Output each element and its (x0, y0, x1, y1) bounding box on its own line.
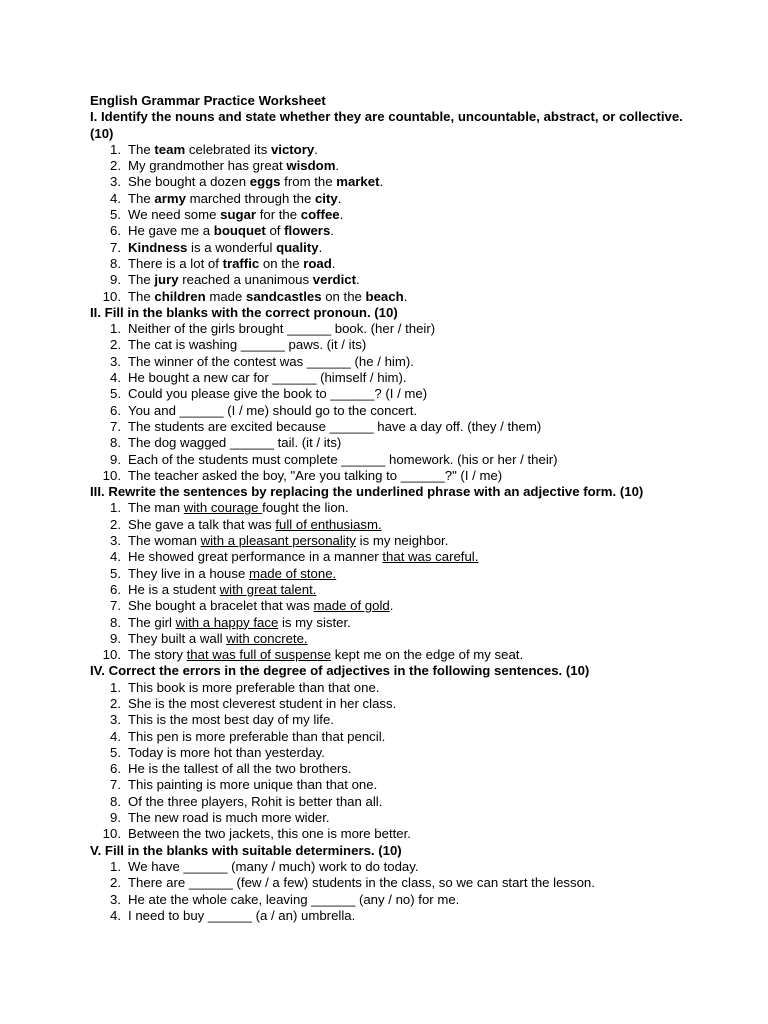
question-text: The (128, 272, 155, 288)
question-text: is a wonderful (187, 239, 277, 255)
question-text: He is a student (128, 581, 220, 597)
question-text: There is a lot of (128, 255, 223, 271)
question-text: This book is more preferable than that one. (128, 679, 380, 695)
question-text: You and ______ (I / me) should go to the concert. (128, 402, 418, 418)
question-text: My grandmother has great (128, 158, 287, 174)
question-number: 6. (110, 402, 121, 418)
worksheet-section (90, 663, 690, 842)
question-text: . (379, 174, 384, 190)
question-text: Neither of the girls brought ______ book. (her / their) (128, 321, 436, 337)
noun-bold: city (314, 190, 338, 206)
noun-bold: coffee (300, 207, 340, 223)
question-number: 2. (110, 516, 121, 532)
question-number: 10. (102, 647, 121, 663)
question-number: 10. (102, 288, 121, 304)
question-item (90, 517, 690, 533)
question-number: 1. (110, 141, 121, 157)
question-text: The story (128, 647, 187, 663)
question-text: The man (128, 500, 184, 516)
question-item (90, 761, 690, 777)
question-text: She gave a talk that was (128, 516, 276, 532)
question-item (90, 256, 690, 272)
underlined-phrase: that was full of suspense (186, 647, 332, 663)
question-number: 1. (110, 679, 121, 695)
question-number: 8. (110, 255, 121, 271)
section-heading: III. Rewrite the sentences by replacing the underlined phrase with an adjective form. (10) (90, 484, 644, 500)
noun-bold: wisdom (286, 158, 336, 174)
question-item (90, 289, 690, 305)
question-item (90, 566, 690, 582)
worksheet-section (90, 109, 690, 305)
question-text: fought the lion. (262, 500, 349, 516)
question-text: kept me on the edge of my seat. (331, 647, 524, 663)
question-number: 4. (110, 190, 121, 206)
question-text: The (128, 288, 155, 304)
question-item (90, 354, 690, 370)
question-list (90, 142, 690, 305)
question-text: . (314, 141, 318, 157)
noun-bold: children (154, 288, 206, 304)
question-number: 5. (110, 386, 121, 402)
question-item (90, 403, 690, 419)
question-number: 7. (110, 418, 121, 434)
question-text: . (337, 190, 342, 206)
question-text: Of the three players, Rohit is better than all. (128, 793, 383, 809)
question-list (90, 680, 690, 843)
noun-bold: bouquet (213, 223, 266, 239)
question-text: He showed great performance in a manner (128, 549, 383, 565)
question-number: 7. (110, 239, 121, 255)
question-text: . (331, 255, 336, 271)
question-number: 1. (110, 500, 121, 516)
underlined-phrase: that was careful. (382, 549, 479, 565)
question-number: 7. (110, 777, 121, 793)
section-heading: II. Fill in the blanks with the correct pronoun. (10) (90, 304, 398, 320)
question-text: He ate the whole cake, leaving ______ (any / no) for me. (128, 891, 460, 907)
question-number: 4. (110, 549, 121, 565)
question-number: 6. (110, 223, 121, 239)
question-text: The new road is much more wider. (128, 810, 330, 826)
worksheet-section (90, 484, 690, 663)
question-text: Each of the students must complete ______ homework. (his or her / their) (128, 451, 558, 467)
noun-bold: victory (270, 141, 315, 157)
noun-bold: road (303, 255, 332, 271)
question-text: The winner of the contest was ______ (he / him). (128, 353, 414, 369)
question-number: 8. (110, 435, 121, 451)
question-item (90, 892, 690, 908)
question-item (90, 174, 690, 190)
question-item (90, 615, 690, 631)
question-item (90, 582, 690, 598)
question-text: Could you please give the book to ______? (I / me) (128, 386, 428, 402)
question-number: 10. (102, 467, 121, 483)
question-item (90, 207, 690, 223)
question-item (90, 696, 690, 712)
worksheet-document (90, 93, 690, 924)
question-number: 3. (110, 353, 121, 369)
underlined-phrase: with great talent. (219, 581, 317, 597)
question-list (90, 859, 690, 924)
question-number: 3. (110, 533, 121, 549)
question-text: The teacher asked the boy, "Are you talking to ______?" (I / me) (128, 467, 503, 483)
noun-bold: traffic (222, 255, 260, 271)
question-list (90, 321, 690, 484)
question-number: 2. (110, 337, 121, 353)
worksheet-section (90, 843, 690, 924)
question-text: She is the most cleverest student in her class. (128, 695, 397, 711)
question-item (90, 549, 690, 565)
question-number: 8. (110, 793, 121, 809)
underlined-phrase: with a happy face (175, 614, 279, 630)
question-text: on the (259, 255, 304, 271)
question-item (90, 223, 690, 239)
noun-bold: jury (154, 272, 179, 288)
question-item (90, 810, 690, 826)
question-text: of (265, 223, 285, 239)
noun-bold: eggs (249, 174, 281, 190)
question-item (90, 419, 690, 435)
question-text: The woman (128, 533, 201, 549)
question-text: This is the most best day of my life. (128, 712, 334, 728)
question-number: 6. (110, 761, 121, 777)
question-item (90, 647, 690, 663)
noun-bold: Kindness (128, 239, 188, 255)
underlined-phrase: made of gold (313, 598, 390, 614)
question-text: . (330, 223, 334, 239)
question-text: . (339, 207, 344, 223)
question-item (90, 500, 690, 516)
question-number: 2. (110, 695, 121, 711)
question-text: on the (321, 288, 366, 304)
underlined-phrase: with courage (183, 500, 263, 516)
question-item (90, 386, 690, 402)
question-text: I need to buy ______ (a / an) umbrella. (128, 907, 356, 923)
noun-bold: beach (365, 288, 404, 304)
question-item (90, 370, 690, 386)
question-number: 10. (102, 826, 121, 842)
question-item (90, 337, 690, 353)
question-number: 4. (110, 370, 121, 386)
question-text: They built a wall (128, 630, 227, 646)
question-number: 4. (110, 728, 121, 744)
question-list (90, 500, 690, 663)
question-text: is my neighbor. (356, 533, 449, 549)
question-number: 7. (110, 598, 121, 614)
question-item (90, 908, 690, 924)
underlined-phrase: with a pleasant personality (200, 533, 356, 549)
noun-bold: flowers (284, 223, 331, 239)
question-text: The (128, 141, 155, 157)
question-text: He bought a new car for ______ (himself / him). (128, 370, 407, 386)
question-item (90, 777, 690, 793)
question-text: Today is more hot than yesterday. (128, 744, 325, 760)
question-item (90, 598, 690, 614)
question-item (90, 468, 690, 484)
question-number: 5. (110, 207, 121, 223)
question-number: 3. (110, 174, 121, 190)
question-item (90, 533, 690, 549)
question-number: 3. (110, 712, 121, 728)
question-text: marched through the (185, 190, 315, 206)
question-item (90, 240, 690, 256)
underlined-phrase: made of stone. (248, 565, 337, 581)
question-text: The dog wagged ______ tail. (it / its) (128, 435, 342, 451)
underlined-phrase: full of enthusiasm. (275, 516, 382, 532)
question-text: There are ______ (few / a few) students in the class, so we can start the lesson. (128, 875, 595, 891)
worksheet-title: English Grammar Practice Worksheet (90, 93, 326, 108)
question-text: for the (256, 207, 301, 223)
question-item (90, 859, 690, 875)
question-text: This pen is more preferable than that pencil. (128, 728, 386, 744)
question-item (90, 191, 690, 207)
question-text: The (128, 190, 155, 206)
question-item (90, 142, 690, 158)
question-number: 2. (110, 875, 121, 891)
question-text: . (389, 598, 394, 614)
noun-bold: army (154, 190, 186, 206)
question-text: She bought a dozen (128, 174, 250, 190)
question-number: 5. (110, 744, 121, 760)
worksheet-section (90, 305, 690, 484)
question-item (90, 826, 690, 842)
question-text: This painting is more unique than that one. (128, 777, 378, 793)
question-number: 4. (110, 907, 121, 923)
question-text: made (205, 288, 247, 304)
question-text: We need some (128, 207, 221, 223)
section-heading: I. Identify the nouns and state whether they are countable, uncountable, abstract, or collective. (10) (90, 109, 683, 141)
question-number: 1. (110, 321, 121, 337)
question-text: is my sister. (278, 614, 351, 630)
question-number: 5. (110, 565, 121, 581)
question-number: 9. (110, 272, 121, 288)
question-text: The cat is washing ______ paws. (it / its) (128, 337, 367, 353)
noun-bold: team (154, 141, 186, 157)
question-item (90, 631, 690, 647)
question-text: Between the two jackets, this one is more better. (128, 826, 411, 842)
question-number: 1. (110, 858, 121, 874)
question-text: She bought a bracelet that was (128, 598, 314, 614)
question-text: reached a unanimous (178, 272, 313, 288)
question-number: 9. (110, 810, 121, 826)
question-text: . (403, 288, 408, 304)
question-item (90, 452, 690, 468)
noun-bold: sugar (220, 207, 257, 223)
question-item (90, 745, 690, 761)
question-text: They live in a house (128, 565, 249, 581)
section-heading: V. Fill in the blanks with suitable determiners. (10) (90, 842, 402, 858)
noun-bold: quality (276, 239, 319, 255)
question-item (90, 680, 690, 696)
question-item (90, 321, 690, 337)
question-item (90, 272, 690, 288)
underlined-phrase: with concrete. (226, 630, 308, 646)
question-text: The girl (128, 614, 176, 630)
section-heading: IV. Correct the errors in the degree of adjectives in the following sentences. (10) (90, 663, 590, 679)
question-text: celebrated its (185, 141, 271, 157)
question-text: We have ______ (many / much) work to do today. (128, 858, 419, 874)
question-text: from the (280, 174, 337, 190)
question-item (90, 729, 690, 745)
question-number: 9. (110, 451, 121, 467)
question-number: 2. (110, 158, 121, 174)
question-text: He gave me a (128, 223, 214, 239)
noun-bold: verdict (312, 272, 356, 288)
question-text: The students are excited because ______ have a day off. (they / them) (128, 418, 542, 434)
question-item (90, 875, 690, 891)
question-item (90, 435, 690, 451)
question-text: . (335, 158, 340, 174)
question-number: 6. (110, 581, 121, 597)
question-number: 8. (110, 614, 121, 630)
question-item (90, 712, 690, 728)
question-item (90, 158, 690, 174)
question-text: . (356, 272, 360, 288)
question-text: He is the tallest of all the two brothers. (128, 761, 352, 777)
question-item (90, 794, 690, 810)
noun-bold: market (336, 174, 380, 190)
question-number: 9. (110, 630, 121, 646)
noun-bold: sandcastles (246, 288, 322, 304)
question-text: . (318, 239, 323, 255)
question-number: 3. (110, 891, 121, 907)
